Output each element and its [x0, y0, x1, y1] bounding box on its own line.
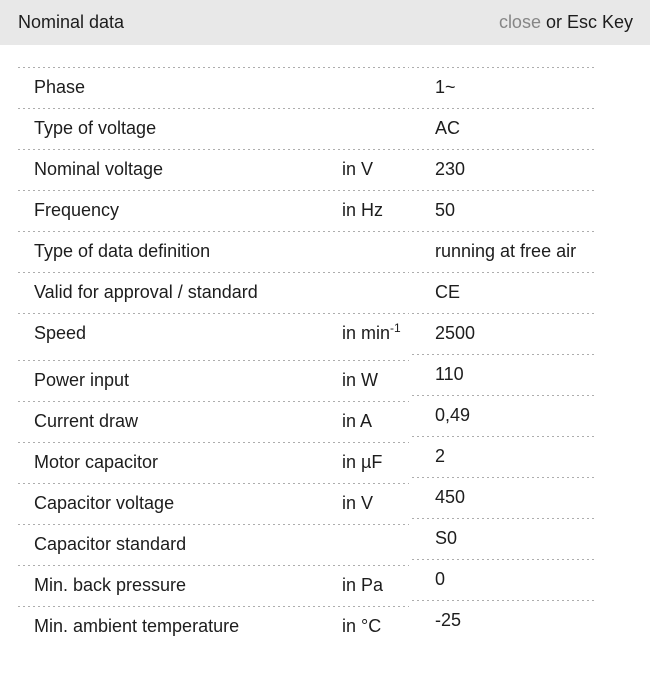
row-value: CE [435, 282, 461, 302]
row-label: Phase [34, 77, 86, 97]
table-value-row [412, 559, 596, 600]
table-value-row [412, 477, 596, 518]
row-unit: in µF [342, 452, 383, 472]
row-value: 2500 [435, 323, 476, 343]
table-value-row [412, 600, 596, 641]
table-value-row [412, 108, 596, 149]
row-unit: in Pa [342, 575, 384, 595]
row-unit: in $\min^{-1}$ [342, 321, 401, 343]
row-label: Speed [34, 323, 87, 343]
row-unit: in °C [342, 616, 382, 636]
row-value: 1~ [435, 77, 456, 97]
row-value: 2 [435, 446, 446, 466]
row-value: 50 [435, 200, 456, 220]
row-value: 450 [435, 487, 466, 507]
row-value: 0,49 [435, 405, 471, 425]
close-hint [499, 12, 633, 33]
table-row [18, 313, 409, 360]
table-row [18, 442, 409, 483]
row-unit: in A [342, 411, 373, 431]
row-label: Min. back pressure [34, 575, 187, 595]
table-row [18, 606, 409, 647]
table-value-row [412, 436, 596, 477]
table-value-row [412, 354, 596, 395]
row-unit: in V [342, 159, 374, 179]
row-value: 110 [435, 364, 464, 384]
row-label: Motor capacitor [34, 452, 159, 472]
table-value-row [412, 149, 596, 190]
table-value-row [412, 313, 596, 354]
row-label: Min. ambient temperature [34, 616, 240, 636]
table-value-row [412, 395, 596, 436]
row-label: Capacitor standard [34, 534, 187, 554]
table-row [18, 190, 409, 231]
table-row [18, 149, 409, 190]
row-value: running at free air [435, 241, 577, 261]
table-value-row [412, 272, 596, 313]
table-row [18, 108, 409, 149]
row-label: Power input [34, 370, 130, 390]
row-value: S0 [435, 528, 458, 548]
table-row [18, 524, 409, 565]
dialog-header [0, 0, 650, 45]
row-unit: in V [342, 493, 374, 513]
unit-superscript: -1 [390, 321, 401, 335]
table-row [18, 565, 409, 606]
table-value-row [412, 190, 596, 231]
row-value: -25 [435, 610, 462, 630]
table-row [18, 231, 409, 272]
row-label: Nominal voltage [34, 159, 164, 179]
row-value: 230 [435, 159, 466, 179]
row-label: Current draw [34, 411, 139, 431]
row-unit: in Hz [342, 200, 384, 220]
row-label: Valid for approval / standard [34, 282, 258, 302]
row-label: Frequency [34, 200, 120, 220]
row-label: Capacitor voltage [34, 493, 175, 513]
row-label: Type of voltage [34, 118, 157, 138]
table-value-row [412, 518, 596, 559]
values-column [412, 67, 596, 641]
row-value: 0 [435, 569, 446, 589]
table-value-row [412, 67, 596, 108]
row-unit: in W [342, 370, 378, 390]
table-row [18, 401, 409, 442]
table-row [18, 272, 409, 313]
dialog-title: Nominal data [18, 12, 125, 32]
labels-column [18, 67, 409, 647]
table-row [18, 483, 409, 524]
esc-key-hint: or Esc Key [540, 12, 633, 32]
row-value: AC [435, 118, 461, 138]
table-row [18, 360, 409, 401]
close-link[interactable]: close [498, 12, 541, 32]
table-row [18, 67, 409, 108]
table-value-row [412, 231, 596, 272]
row-label: Type of data definition [34, 241, 211, 261]
